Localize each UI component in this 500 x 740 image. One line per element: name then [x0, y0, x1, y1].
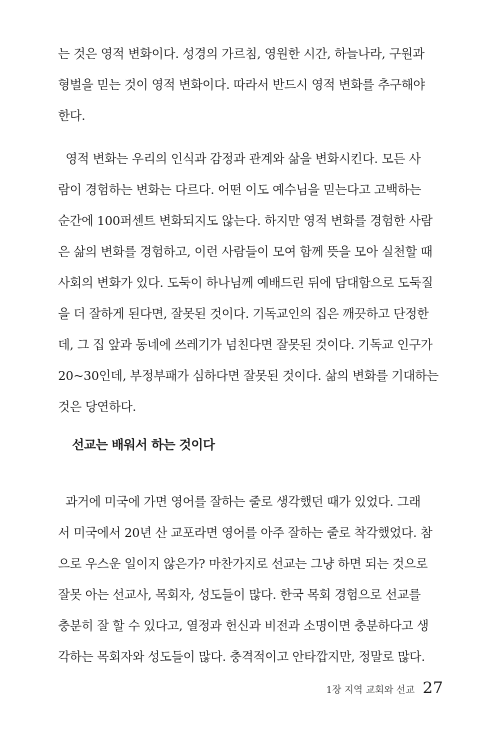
text-line: 람이 경험하는 변화는 다르다. 어떤 이도 예수님을 믿는다고 고백하는	[58, 182, 422, 197]
chapter-title: 1장 지역 교회와 선교	[326, 685, 415, 696]
paragraph-1	[58, 38, 443, 131]
text-line: 사회의 변화가 있다. 도둑이 하나님께 예배드린 뒤에 담대함으로 도둑질	[58, 275, 433, 290]
text-line: 영적 변화는 우리의 인식과 감정과 관계와 삶을 변화시킨다. 모든 사	[58, 151, 421, 166]
text-line: 는 것은 영적 변화이다. 성경의 가르침, 영원한 시간, 하늘나라, 구원과	[58, 46, 425, 61]
section-heading: 선교는 배워서 하는 것이다	[72, 437, 215, 452]
paragraph-3	[58, 486, 443, 672]
text-line: 데, 그 집 앞과 동네에 쓰레기가 넘친다면 잘못된 것이다. 기독교 인구가	[58, 337, 433, 352]
text-line: 형벌을 믿는 것이 영적 변화이다. 따라서 반드시 영적 변화를 추구해야	[58, 77, 425, 92]
text-line: 것은 당연하다.	[58, 399, 137, 414]
text-line: 각하는 목회자와 성도들이 많다. 충격적이고 안타깝지만, 정말로 많다.	[58, 649, 425, 664]
paragraph-2	[58, 143, 443, 422]
text-line: 20~30인데, 부정부패가 심하다면 잘못된 것이다. 삶의 변화를 기대하는	[58, 368, 439, 383]
text-line: 한다.	[58, 108, 86, 123]
text-line: 을 더 잘하게 된다면, 잘못된 것이다. 기독교인의 집은 깨끗하고 단정한	[58, 306, 429, 321]
text-line: 은 삶의 변화를 경험하고, 이런 사람들이 모여 함께 뜻을 모아 실천할 때	[58, 244, 433, 259]
page-number: 27	[422, 678, 443, 697]
text-line: 순간에 100퍼센트 변화되지도 않는다. 하지만 영적 변화를 경험한 사람	[58, 213, 433, 228]
text-line: 서 미국에서 20년 산 교포라면 영어를 아주 잘하는 줄로 착각했었다. 참	[58, 525, 433, 540]
text-line: 과거에 미국에 가면 영어를 잘하는 줄로 생각했던 때가 있었다. 그래	[58, 494, 421, 509]
text-line: 충분히 잘 할 수 있다고, 열정과 헌신과 비전과 소명이면 충분하다고 생	[58, 618, 429, 633]
text-line: 으로 우스운 일이지 않은가? 마찬가지로 선교는 그냥 하면 되는 것으로	[58, 556, 428, 571]
text-line: 잘못 아는 선교사, 목회자, 성도들이 많다. 한국 목회 경험으로 선교를	[58, 587, 421, 602]
page-footer	[326, 678, 443, 697]
